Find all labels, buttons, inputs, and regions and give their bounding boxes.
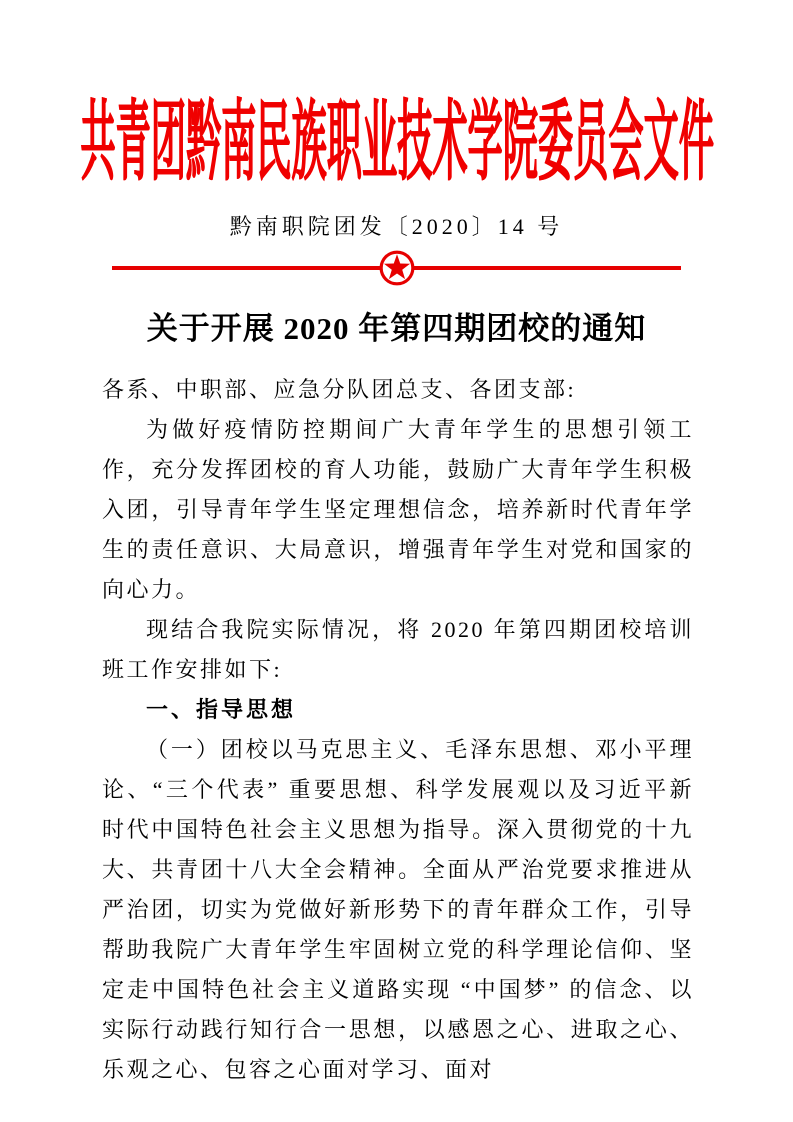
salutation-line: 各系、中职部、应急分队团总支、各团支部: [102, 377, 577, 402]
letterhead-org-title: 共青团黔南民族职业技术学院委员会文件 [79, 95, 714, 192]
document-number: 黔南职院团发〔2020〕14 号 [229, 214, 564, 239]
paragraph-arrangement: 现结合我院实际情况，将 2020 年第四期团校培训班工作安排如下: [102, 617, 694, 682]
letterhead [0, 92, 793, 196]
paragraph-intro: 为做好疫情防控期间广大青年学生的思想引领工作，充分发挥团校的育人功能，鼓励广大青年学生积极入团，引导青年学生坚定理想信念，培养新时代青年学生的责任意识、大局意识，增强青年学生对党和国家的向心力。 [102, 417, 694, 602]
document-body [102, 370, 694, 1090]
paragraph-guiding-ideology-content: （一）团校以马克思主义、毛泽东思想、邓小平理论、“三个代表” 重要思想、科学发展观以及习近平新时代中国特色社会主义思想为指导。深入贯彻党的十九大、共青团十八大全会精神。全面从严治党要求推进从严治团，切实为党做好新形势下的青年群众工作，引导帮助我院广大青年学生牢固树立党的科学理论信仰、坚定走中国特色社会主义道路实现 “中国梦” 的信念、以实际行动践行知行合一思想，以感恩之心、进取之心、乐观之心、包容之心面对学习、面对 [102, 737, 694, 1082]
document-title: 关于开展 2020 年第四期团校的通知 [146, 311, 647, 346]
section-heading-guiding-ideology: 一、指导思想 [146, 697, 297, 722]
red-divider-rule [112, 266, 681, 270]
league-star-emblem-icon [378, 249, 416, 287]
